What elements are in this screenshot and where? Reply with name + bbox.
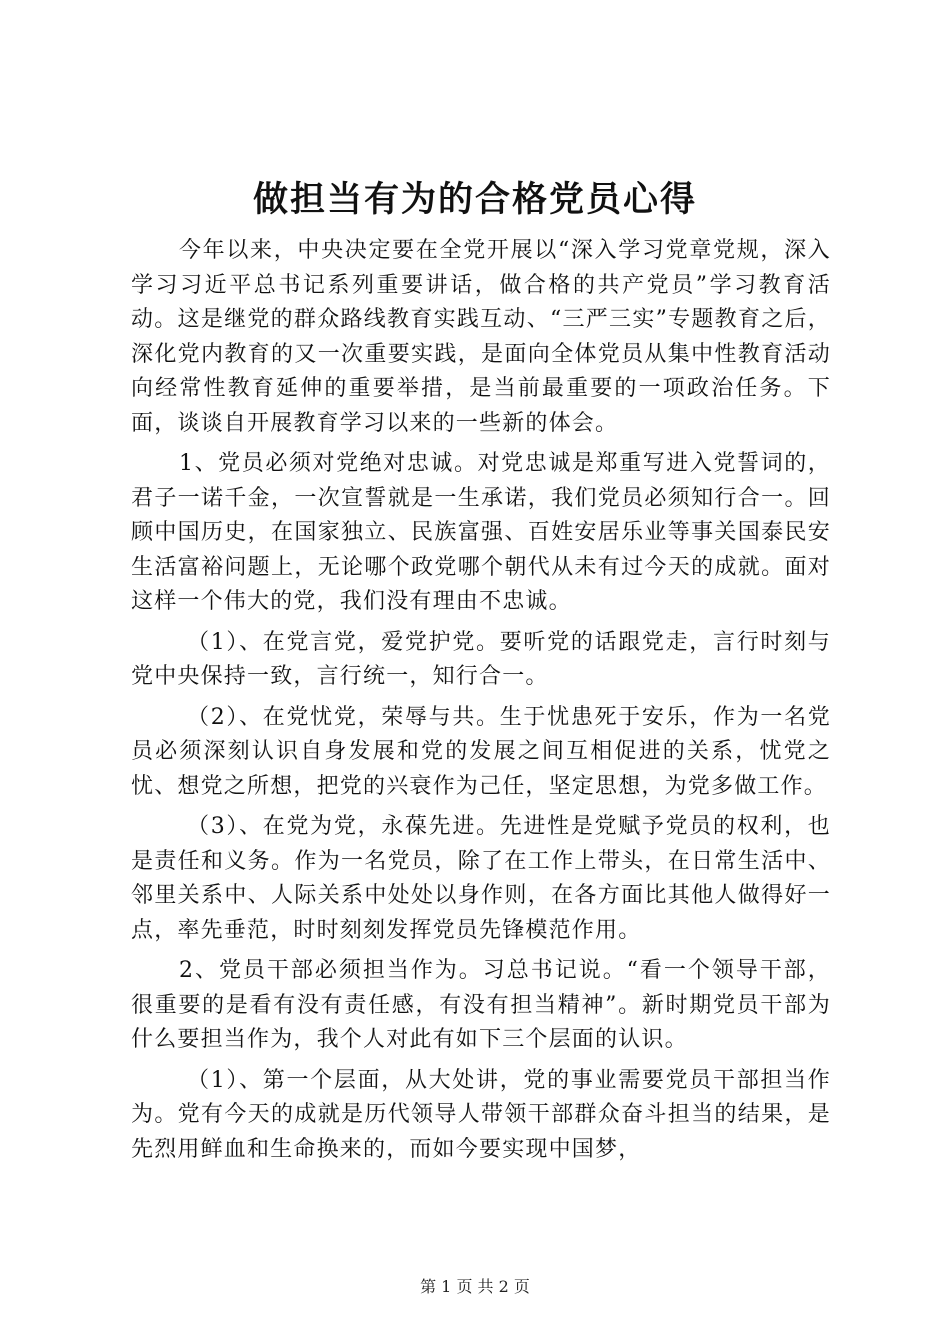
- paragraph-point-2-sub-1: （1）、第一个层面，从大处讲，党的事业需要党员干部担当作为。党有今天的成就是历代领导人带领干部群众奋斗担当的结果，是先烈用鲜血和生命换来的，而如今要实现中国梦，: [131, 1067, 831, 1162]
- paragraph-point-2: 2、党员干部必须担当作为。习总书记说。“看一个领导干部，很重要的是看有没有责任感，有没有担当精神”。新时期党员干部为什么要担当作为，我个人对此有如下三个层面的认识。: [131, 958, 831, 1052]
- paragraph-point-1-sub-2: （2）、在党忧党，荣辱与共。生于忧患死于安乐，作为一名党员必须深刻认识自身发展和党的发展之间互相促进的关系，忧党之忧、想党之所想，把党的兴衰作为己任，坚定思想，为党多做工作。: [131, 704, 831, 799]
- paragraph-point-1-sub-3: （3）、在党为党，永葆先进。先进性是党赋予党员的权利，也是责任和义务。作为一名党员，除了在工作上带头，在日常生活中、邻里关系中、人际关系中处处以身作则，在各方面比其他人做得好一点，率先垂范，时时刻刻发挥党员先锋模范作用。: [131, 814, 831, 943]
- paragraph-intro: 今年以来，中央决定要在全党开展以“深入学习党章党规，深入学习习近平总书记系列重要讲话，做合格的共产党员”学习教育活动。这是继党的群众路线教育实践互动、“三严三实”专题教育之后，深化党内教育的又一次重要实践，是面向全体党员从集中性教育活动向经常性教育延伸的重要举措，是当前最重要的一项政治任务。下面，谈谈自开展教育学习以来的一些新的体会。: [131, 238, 831, 436]
- paragraph-point-1: 1、党员必须对党绝对忠诚。对党忠诚是郑重写进入党誓词的，君子一诺千金，一次宣誓就是一生承诺，我们党员必须知行合一。回顾中国历史，在国家独立、民族富强、百姓安居乐业等事关国泰民安生活富裕问题上，无论哪个政党哪个朝代从未有过今天的成就。面对这样一个伟大的党，我们没有理由不忠诚。: [131, 451, 831, 614]
- paragraph-point-1-sub-1: （1）、在党言党，爱党护党。要听党的话跟党走，言行时刻与党中央保持一致，言行统一，知行合一。: [131, 629, 831, 689]
- document-body: [131, 234, 831, 1173]
- page-footer: 第 1 页 共 2 页: [420, 1277, 530, 1296]
- document-title: 做担当有为的合格党员心得: [252, 179, 697, 220]
